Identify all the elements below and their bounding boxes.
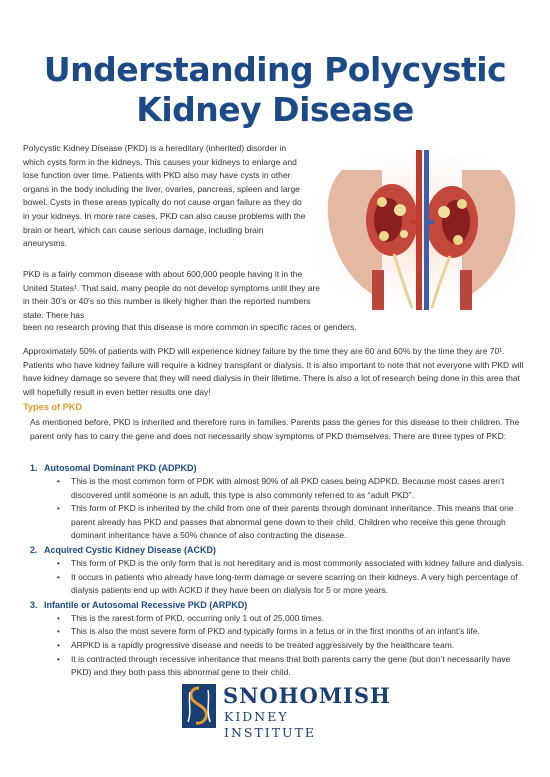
list-item: • It is contracted through recessive inheritance that means that both parents carry the gene (but don’t necessarily have PKD) and they both pass this abnormal gene to their child. (57, 653, 530, 680)
logo-name: SNOHOMISH (223, 683, 391, 708)
bullet-icon: • (57, 613, 60, 623)
type-title: 2. Acquired Cystic Kidney Disease (ACKD) (30, 544, 217, 555)
bullet-icon: • (57, 572, 60, 582)
types-intro-paragraph: As mentioned before, PKD is inherited and therefore runs in families. Parents pass the genes for this disease to their children. The parent only has to carry the gene and does not necessarily show symptoms of PKD themselves. There are three types of PKD: (30, 417, 520, 441)
bullet-icon: • (57, 477, 60, 486)
title-line-2: Kidney Disease (136, 90, 414, 129)
bullet-icon: • (57, 558, 60, 568)
bullet-icon: • (57, 640, 60, 650)
prevalence-paragraph-continued: been no research proving that this disease is more common in specific races or genders. (23, 322, 357, 332)
list-item: • This form of PKD is inherited by the child from one of their parents through dominant inheritance. This means that one parent already has PKD and passes that abnormal gene down to their child. Children who receive this gene through dominant inheritance have a 50% chance of also contracting the disease. (57, 502, 530, 543)
intro-paragraph: Polycystic Kidney Disease (PKD) is a hereditary (inherited) disorder in which cysts form in the kidneys. This causes your kidneys to enlarge and lose function over time. Patients with PKD also may have cysts in other organs in the body including the liver, ovaries, pancreas, spleen and large bowel. Cysts in these areas typically do not cause organ failure as they do in your kidneys. In more rare cases, PKD can also cause problems with the brain or heart, which can cause serious damage, including brain aneurysms. (23, 143, 306, 249)
list-item: • It occurs in patients who already have long-term damage or severe scarring on their kidneys. A very high percentage of dialysis patients end up with ACKD if they have been on dialysis for 5 or more years. (57, 571, 530, 598)
bullet-icon: • (57, 654, 60, 664)
list-item: • This form of PKD is the only form that is not hereditary and is most commonly associated with kidney failure and dialysis. (57, 557, 530, 571)
bullet-icon: • (57, 504, 60, 514)
prevalence-paragraph: PKD is a fairly common disease with about 600,000 people having it in the United States¹. That said, many people do not develop symptoms until they are in their 30’s or 40’s so this number is likely higher than the reported numbers state. There has (23, 269, 321, 320)
list-item: • This is the most common form of PDK with almost 90% of all PKD cases being ADPKD. Because most cases aren’t discovered until someone is an adult, this type is also commonly referred to as “adult PKD”. (57, 475, 530, 502)
logo-mark-icon (180, 682, 218, 730)
type-item (30, 598, 530, 680)
type-item (30, 543, 530, 598)
type-title: 1. Autosomal Dominant PKD (ADPKD) (30, 463, 197, 473)
list-item: • This is the rarest form of PKD, occurring only 1 out of 25,000 times. (57, 612, 530, 626)
type-title: 3. Infantile or Autosomal Recessive PKD (ARPKD) (30, 599, 248, 610)
page-title (0, 50, 550, 130)
kidney-anatomy-illustration (312, 150, 530, 310)
list-item: • This is also the most severe form of PKD and typically forms in a fetus or in the first months of an infant’s life. (57, 625, 530, 639)
kidney-failure-paragraph: Approximately 50% of patients with PKD will experience kidney failure by the time they are 60 and 60% by the time they are 70¹. Patients who have kidney failure will require a kidney transplant or dialysis. It is also important to note that not everyone with PKD will have kidney damage so severe that they will need dialysis in their lifetime. There is also a lot of research being done in this area that will hopefully result in even better results one day! (23, 346, 524, 397)
institute-logo (180, 682, 391, 740)
types-heading: Types of PKD (23, 402, 83, 412)
list-item: • ARPKD is a rapidly progressive disease and needs to be treated aggressively by the healthcare team. (57, 639, 530, 653)
types-list (30, 461, 530, 680)
logo-subtitle: KIDNEY INSTITUTE (224, 709, 317, 740)
bullet-icon: • (57, 627, 60, 637)
title-line-1: Understanding Polycystic (43, 50, 507, 89)
type-item (30, 461, 530, 543)
